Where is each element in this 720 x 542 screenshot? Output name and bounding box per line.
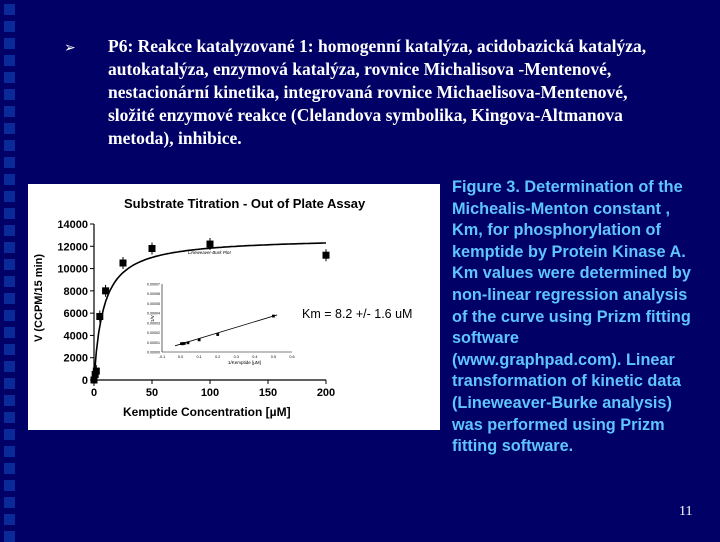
inset-title: Lineweaver-Burk Plot (188, 250, 231, 255)
stripe-square (4, 412, 15, 423)
stripe-square (4, 259, 15, 270)
inset-x-label: 1/Kemptide [µM] (228, 360, 261, 365)
stripe-square (4, 310, 15, 321)
inset-x-tick-label: -0.1 (158, 355, 166, 359)
stripe-square (4, 225, 15, 236)
y-axis-label: V (CCPM/15 min) (33, 253, 45, 342)
page-number: 11 (679, 504, 693, 519)
stripe-square (4, 463, 15, 474)
figure-caption: Figure 3. Determination of the Michealis-Menton constant , Km, for phosphorylation of kemptide by Protein Kinase A. Km values were determined by non-linear regression analysis of the curve using Prizm fitting software (www.graphpad.com). Linear transformation of kinetic data (Lineweaver-Burke analysis) was performed using Prizm fitting software. (452, 178, 691, 456)
stripe-square (4, 531, 15, 542)
stripe-square (4, 38, 15, 49)
main-data-points (91, 238, 330, 386)
stripe-square (4, 497, 15, 508)
inset-x-tick-label: 0.2 (215, 355, 221, 359)
slide-heading: P6: Reakce katalyzované 1: homogenní katalýza, acidobazická katalýza, autokatalýza, enzymová katalýza, rovnice Michalisova -Mentenové, nestacionární kinetika, integrovaná rovnice Michaelisova-Mentenové, složité enzymové reakce (Clelandova symbolika, Kingova-Altmanova metoda), inhibice. (108, 36, 647, 148)
fit-curve (94, 243, 326, 380)
inset-axes (147, 283, 295, 360)
y-tick-label: 0 (81, 375, 88, 387)
inset-y-tick-label: 0.00003 (147, 321, 160, 326)
stripe-square (4, 72, 15, 83)
stripe-square (4, 293, 15, 304)
decorative-square-stripe (0, 0, 22, 540)
inset-y-tick-label: 0.00002 (147, 331, 160, 336)
stripe-square (4, 55, 15, 66)
inset-y-tick-label: 0.00007 (147, 282, 160, 287)
chart-title: Substrate Titration - Out of Plate Assay (124, 196, 366, 211)
stripe-square (4, 276, 15, 287)
stripe-square (4, 191, 15, 202)
x-tick-label: 100 (200, 387, 220, 399)
arrow-bullet-icon: ➢ (64, 40, 76, 56)
y-tick-label: 4000 (63, 330, 88, 343)
stripe-square (4, 378, 15, 389)
stripe-square (4, 157, 15, 168)
inset-y-tick-label: 0.00000 (147, 350, 160, 355)
data-point (102, 287, 109, 294)
data-point (323, 252, 330, 259)
inset-data-point (198, 338, 201, 341)
stripe-square (4, 174, 15, 185)
stripe-square (4, 429, 15, 440)
x-tick-label: 0 (90, 387, 98, 399)
stripe-square (4, 327, 15, 338)
inset-data-point (272, 315, 275, 318)
data-point (149, 245, 156, 252)
km-annotation: Km = 8.2 +/- 1.6 uM (302, 307, 413, 321)
inset-x-tick-label: 0.4 (252, 355, 258, 359)
inset-x-tick-label: 0.6 (289, 355, 295, 359)
stripe-square (4, 208, 15, 219)
x-tick-label: 200 (316, 387, 336, 399)
substrate-titration-chart (28, 184, 440, 430)
stripe-square (4, 21, 15, 32)
stripe-square (4, 344, 15, 355)
inset-y-tick-label: 0.00006 (147, 292, 160, 297)
inset-y-tick-label: 0.00005 (147, 301, 160, 306)
data-point (207, 241, 214, 248)
x-axis-label: Kemptide Concentration [µM] (123, 405, 291, 419)
stripe-square (4, 140, 15, 151)
data-point (96, 313, 103, 320)
inset-x-tick-label: 0.1 (196, 355, 202, 359)
stripe-square (4, 446, 15, 457)
stripe-square (4, 480, 15, 491)
y-tick-label: 2000 (63, 352, 88, 365)
stripe-square (4, 89, 15, 100)
inset-x-tick-label: 0.3 (233, 355, 239, 359)
y-tick-label: 10000 (57, 263, 88, 276)
inset-y-tick-label: 0.00004 (147, 311, 160, 316)
inset-y-tick-label: 0.00001 (147, 340, 160, 345)
y-tick-label: 6000 (63, 308, 88, 321)
stripe-square (4, 4, 15, 15)
stripe-square (4, 361, 15, 372)
data-point (120, 260, 127, 267)
stripe-square (4, 123, 15, 134)
stripe-square (4, 395, 15, 406)
data-point (93, 368, 100, 375)
lineweaver-burk-inset (147, 250, 295, 365)
inset-data-point (216, 333, 219, 336)
substrate-titration-figure (28, 184, 440, 430)
y-tick-label: 12000 (57, 241, 88, 254)
x-tick-label: 50 (145, 387, 159, 399)
inset-x-tick-label: 0.5 (270, 355, 277, 359)
inset-data-point (183, 342, 186, 345)
y-tick-label: 8000 (63, 285, 88, 298)
inset-data-point (187, 341, 190, 344)
stripe-square (4, 106, 15, 117)
stripe-square (4, 242, 15, 253)
y-tick-label: 14000 (57, 219, 88, 231)
inset-fit-line (175, 315, 277, 346)
inset-y-label: 1/V (150, 315, 155, 322)
stripe-square (4, 514, 15, 525)
inset-x-tick-label: 0.0 (177, 355, 184, 359)
x-tick-label: 150 (258, 387, 278, 399)
